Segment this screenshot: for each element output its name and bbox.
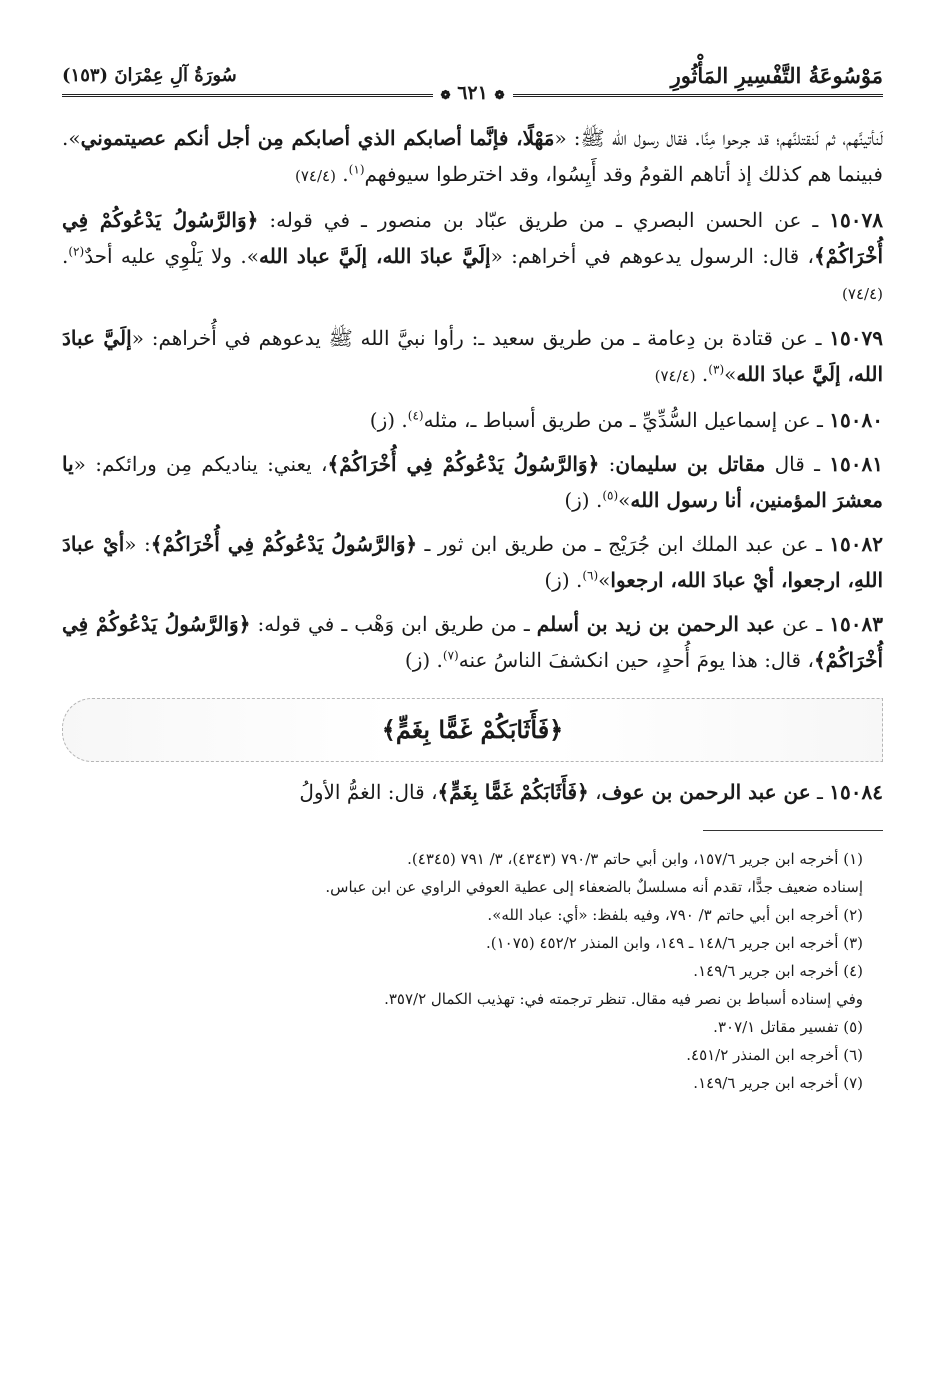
volume-reference: (٧٤/٤)	[654, 367, 696, 385]
text-run: ـ من طريق ابن وَهْب ـ في قوله:	[250, 612, 537, 636]
bold-text: أيْ عبادَ اللهِ، ارجعوا، أيْ عبادَ الله، ارجعوا	[62, 532, 883, 592]
ornament-icon: ❁	[440, 88, 451, 102]
text-run: . (ز)	[369, 408, 408, 432]
footnote-marker: (٦)	[582, 568, 599, 583]
entry-number: ١٥٠٨٠	[829, 408, 883, 432]
paragraph-list	[62, 120, 883, 678]
section-heading: ﴿فَأَثَابَكُمْ غَمًّا بِغَمٍّ﴾	[381, 715, 564, 744]
entry-number: ١٥٠٧٨	[829, 208, 883, 232]
footnote-separator	[703, 830, 883, 831]
footnote: (١) أخرجه ابن جرير ١٥٧/٦، وابن أبي حاتم ٧٩٠/٣ (٤٣٤٣)، ٣/ ٧٩١ (٤٣٤٥).	[407, 850, 863, 868]
paragraph	[62, 774, 883, 810]
text-run: ». ولا يَلْوِي عليه أحدٌ	[84, 244, 259, 268]
volume-reference: (٧٤/٤)	[842, 285, 883, 303]
bold-text: إلَيَّ عبادَ الله، إلَيَّ عباد الله	[259, 244, 491, 268]
quran-verse: ﴿وَالرَّسُولُ يَدْعُوكُمْ فِي أُخْرَاكُمْ﴾	[327, 452, 600, 476]
bold-text: مَهْلًا، فإنَّما أصابكم الذي أصابكم مِن أجل أنكم عصيتموني	[80, 126, 555, 150]
paragraph	[62, 120, 883, 194]
text-run: .	[695, 362, 709, 386]
footnote: (٤) أخرجه ابن جرير ١٤٩/٦.	[693, 962, 863, 980]
text-run: :	[599, 452, 616, 476]
footnote: (٧) أخرجه ابن جرير ١٤٩/٦.	[693, 1074, 863, 1092]
footnote-marker: (٢)	[68, 244, 85, 259]
quran-verse: ﴿وَالرَّسُولُ يَدْعُوكُمْ فِي أُخْرَاكُمْ﴾	[62, 612, 883, 672]
text-run: .	[335, 162, 349, 186]
text-run: »	[724, 362, 737, 386]
text-run: ،	[588, 780, 602, 804]
surah-title: سُورَةُ آلِ عِمْرَانَ (١٥٣)	[62, 64, 237, 86]
quran-verse: ﴿وَالرَّسُولُ يَدْعُوكُمْ فِي أُخْرَاكُمْ﴾	[150, 532, 418, 556]
footnote: (٦) أخرجه ابن المنذر ٤٥١/٢.	[686, 1046, 863, 1064]
footnote-marker: (١)	[348, 162, 365, 177]
footnote: (٥) تفسير مقاتل ٣٠٧/١.	[713, 1018, 863, 1036]
paragraph	[62, 202, 883, 312]
entry-number: ١٥٠٨١	[829, 452, 883, 476]
text-run: ». فبينما هم كذلك إذ أتاهم القومُ وقد أَيِسُوا، وقد اخترطوا سيوفهم	[62, 126, 883, 186]
text-run: .	[62, 244, 69, 268]
bold-text: عبد الرحمن بن زيد بن أسلم	[536, 612, 776, 636]
text-run: . (ز)	[564, 488, 603, 512]
paragraph	[62, 606, 883, 678]
ornament-icon: ❁	[494, 88, 505, 102]
text-run: لَنأتينَّهم، ثم لَنقتلنَّهم؛ قد جرحوا مِنَّا. فقال رسول الله ﷺ: «	[554, 126, 883, 150]
footnote: (٣) أخرجه ابن جرير ١٤٨/٦ ـ ١٤٩، وابن المنذر ٤٥٢/٢ (١٠٧٥).	[486, 934, 863, 952]
text-run: ، قال: هذا يومَ أُحدٍ، حين انكشفَ الناسُ عنه	[458, 648, 814, 672]
section-heading-box	[62, 698, 883, 762]
text-run: : «	[124, 532, 151, 556]
text-run: ـ عن إسماعيل السُّدِّيِّ ـ من طريق أسباط ـ، مثله	[423, 408, 830, 432]
page-number: ٦٢١	[457, 82, 488, 104]
quran-verse: ﴿وَالرَّسُولُ يَدْعُوكُمْ فِي أُخْرَاكُمْ﴾	[62, 208, 883, 268]
text-run: »	[598, 568, 611, 592]
footnote-marker: (٥)	[602, 488, 619, 503]
text-run: ، قال: الرسول يدعوهم في أخراهم: «	[490, 244, 814, 268]
footnotes	[62, 845, 883, 1097]
paragraph	[62, 402, 883, 438]
paragraph	[62, 526, 883, 598]
entry-number: ١٥٠٨٣	[829, 612, 883, 636]
paragraph	[62, 446, 883, 518]
footnote-marker: (٧)	[442, 648, 459, 663]
entry-number: ١٥٠٧٩	[829, 326, 883, 350]
text-run: . (ز)	[544, 568, 583, 592]
footnote: إسناده ضعيف جدًّا، تقدم أنه مسلسلٌ بالضعفاء إلى عطية العوفي الراوي عن ابن عباس.	[325, 878, 863, 896]
page	[62, 52, 883, 1342]
footnote: (٢) أخرجه ابن أبي حاتم ٣/ ٧٩٠، وفيه بلفظ: «أي: عباد الله».	[487, 906, 863, 924]
book-title: مَوْسُوعَةُ التَّفْسِيرِ المَأْثُورِ	[670, 62, 883, 88]
paragraph	[62, 320, 883, 394]
text-run: ـ	[810, 780, 830, 804]
text-run: ، قال: الغمُّ الأولُ	[299, 780, 438, 804]
text-run: ـ قال	[765, 452, 830, 476]
text-run: ـ عن عبد الملك ابن جُرَيْج ـ من طريق ابن ثور ـ	[417, 532, 830, 556]
text-run: »	[618, 488, 631, 512]
entry-number: ١٥٠٨٤	[829, 780, 883, 804]
text-run: . (ز)	[404, 648, 443, 672]
footnote-marker: (٤)	[407, 408, 424, 423]
page-header	[62, 52, 883, 104]
footnote-marker: (٣)	[708, 362, 725, 377]
bold-text: عن عبد الرحمن بن عوف	[601, 780, 811, 804]
bold-text: يا معشرَ المؤمنين، أنا رسول الله	[62, 452, 883, 512]
bold-text: إلَيَّ عبادَ الله، إلَيَّ عبادَ الله	[62, 326, 883, 386]
page-number-block	[433, 82, 513, 104]
text-run: ، يعني: يناديكم مِن ورائكم: «	[73, 452, 328, 476]
volume-reference: (٧٤/٤)	[295, 167, 336, 185]
bold-text: مقاتل بن سليمان	[615, 452, 766, 476]
quran-verse: ﴿فَأَثَابَكُمْ غَمًّا بِغَمٍّ﴾	[437, 780, 589, 804]
text-run: ـ عن الحسن البصري ـ من طريق عبّاد بن منصور ـ في قوله:	[258, 208, 830, 232]
footnote: وفي إسناده أسباط بن نصر فيه مقال. تنظر ترجمته في: تهذيب الكمال ٣٥٧/٢.	[384, 990, 863, 1008]
text-run: ـ عن قتادة بن دِعامة ـ من طريق سعيد ـ: رأوا نبيَّ الله ﷺ يدعوهم في أُخراهم: «	[131, 326, 830, 350]
text-run: ـ عن	[775, 612, 830, 636]
main-text	[62, 120, 883, 810]
entry-number: ١٥٠٨٢	[829, 532, 883, 556]
